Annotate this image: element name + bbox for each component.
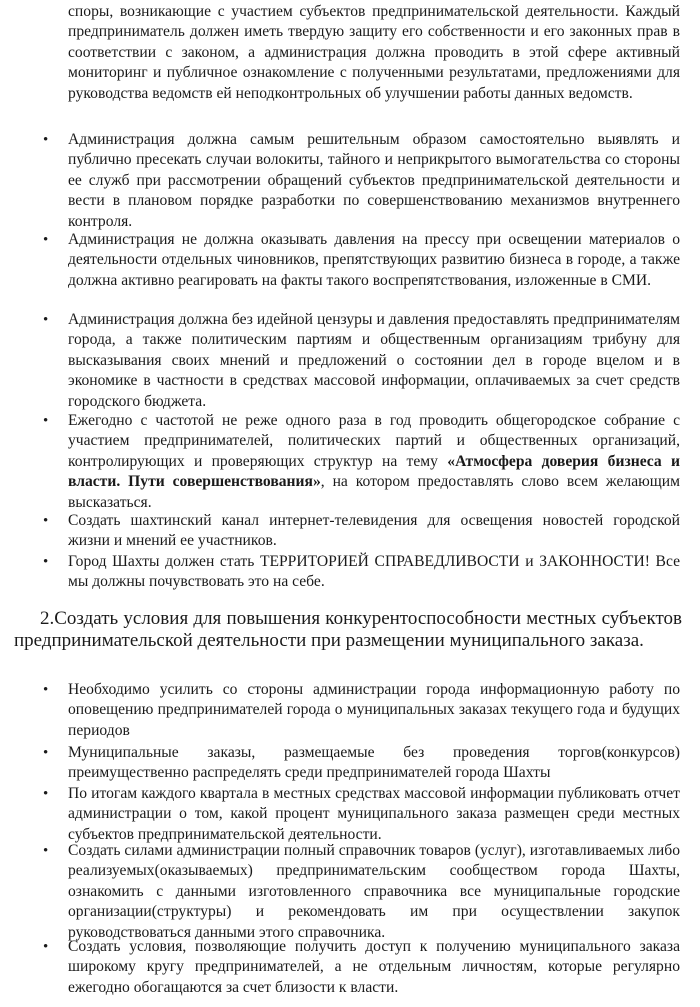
list-item [43, 743, 680, 784]
list-item [43, 511, 680, 552]
bullet-icon: • [43, 312, 49, 328]
intro-paragraph: споры, возникающие с участием субъектов предпринимательской деятельности. Каждый предприниматель должен иметь твердую защиту его собственности и его законных прав в соответствии с законом, а администрация должна проводить в этой сфере активный мониторинг и публичное ознакомление с полученными результатами, предложениями для руководства ведомств ей неподконтрольных об улучшении работы данных ведомств. [68, 3, 680, 102]
section-heading: 2.Создать условия для повышения конкурентоспособности местных субъектов предпринимательской деятельности при размещении муниципального заказа. [14, 608, 682, 651]
bullet-icon: • [43, 682, 49, 698]
list-item-text: Создать силами администрации полный справочник товаров (услуг), изготавливаемых либо реализуемых(оказываемых) предпринимательским сообществом города Шахты, ознакомить с данными изготовленного справочника все муниципальные городские организации(структуры) и рекомендовать им при осуществлении закупок руководствоваться данными этого справочника. [68, 842, 680, 941]
list-item [43, 841, 680, 943]
list-item [43, 680, 680, 741]
list-item-text: Необходимо усилить со стороны администрации города информационную работу по оповещению предпринимателей города о муниципальных заказах текущего года и будущих периодов [68, 681, 680, 739]
list-item-text-tail: , на котором предоставлять слово всем желающим высказаться. [68, 473, 680, 511]
bullet-icon: • [43, 786, 49, 802]
list-item-text: Муниципальные заказы, размещаемые без проведения торгов(конкурсов) преимущественно распределять среди предпринимателей города Шахты [68, 744, 680, 782]
bullet-icon: • [43, 413, 49, 429]
list-item-text: По итогам каждого квартала в местных средствах массовой информации публиковать отчет администрации о том, какой процент муниципального заказа размещен среди местных субъектов предпринимательской деятельности. [68, 785, 680, 843]
bullet-icon: • [43, 513, 49, 529]
bullet-icon: • [43, 132, 49, 148]
meeting-topic-title: «Атмосфера доверия бизнеса и власти. Пути совершенствования» [68, 452, 680, 491]
list-item [43, 411, 680, 513]
list-item-text: Создать шахтинский канал интернет-телевидения для освещения новостей городской жизни и мнений ее участников. [68, 512, 680, 550]
list-item-text: Администрация должна без идейной цензуры и давления предоставлять предпринимателям города, а также политическим партиям и общественным организациям трибуну для высказывания своих мнений и предложений о состоянии дел в городе вцелом и в экономике в частности в средствах массовой информации, оплачиваемых за счет средств городского бюджета. [68, 311, 680, 410]
list-item [43, 552, 680, 593]
list-item-text: Город Шахты должен стать ТЕРРИТОРИЕЙ СПРАВЕДЛИВОСТИ и ЗАКОННОСТИ! Все мы должны почувствовать это на себе. [68, 553, 680, 591]
bullet-icon: • [43, 843, 49, 859]
list-item-text: Создать условия, позволяющие получить доступ к получению муниципального заказа широкому кругу предпринимателей, а не отдельным личностям, которые регулярно ежегодно обогащаются за счет близости к власти. [68, 938, 680, 996]
list-item-text: Администрация должна самым решительным образом самостоятельно выявлять и публично пресекать случаи волокиты, тайного и неприкрытого вымогательства со стороны ее служб при рассмотрении обращений субъектов предпринимательской деятельности и вести в плановом порядке разработки по совершенствованию механизмов внутреннего контроля. [68, 131, 680, 230]
bullet-icon: • [43, 745, 49, 761]
list-item [43, 310, 680, 412]
list-item [43, 784, 680, 845]
bullet-icon: • [43, 554, 49, 570]
list-item [43, 230, 680, 291]
list-item-text: Администрация не должна оказывать давления на прессу при освещении материалов о деятельности отдельных чиновников, препятствующих развитию бизнеса в городе, а также должна активно реагировать на факты такого воспрепятствования, изложенные в СМИ. [68, 231, 680, 289]
list-item [43, 130, 680, 232]
list-item-text-lead: Ежегодно с частотой не реже одного раза в год проводить общегородское собрание с участием предпринимателей, политических партий и общественных организаций, контролирующих и проверяющих структур на тему [68, 412, 680, 470]
list-item [43, 937, 680, 998]
bullet-icon: • [43, 232, 49, 248]
bullet-icon: • [43, 939, 49, 955]
list-item-text [68, 411, 680, 513]
